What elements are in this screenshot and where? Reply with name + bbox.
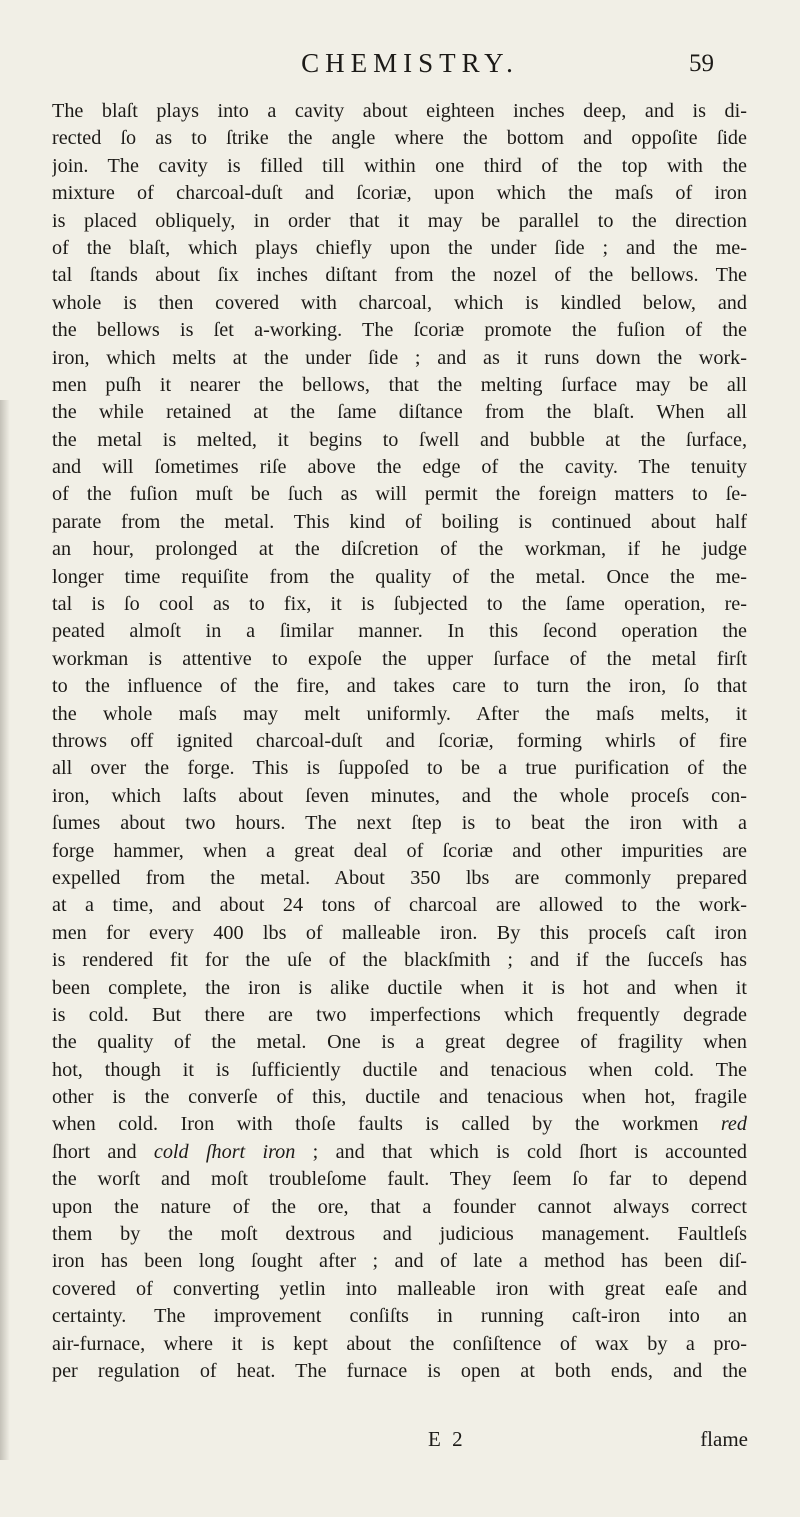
text-line: the worſt and moſt troubleſome fault. They ſeem ſo far to depend [52,1168,747,1191]
text-line: and will ſometimes riſe above the edge of the cavity. The tenuity [52,456,747,479]
signature-mark: E 2 [428,1427,466,1451]
text-line: iron has been long ſought after ; and of late a method has been diſ- [52,1250,747,1273]
text-line: join. The cavity is filled till within one third of the top with the [52,154,747,177]
text-line: workman is attentive to expoſe the upper ſurface of the metal firſt [52,647,747,670]
text-line: certainty. The improvement conſiſts in running caſt-iron into an [52,1305,747,1328]
text-line: tal ſtands about ſix inches diſtant from the nozel of the bellows. The [52,264,747,287]
text-line: the quality of the metal. One is a great degree of fragility when [52,1031,747,1054]
text-line: all over the forge. This is ſuppoſed to be a true purification of the [52,757,747,780]
italic-term: red [720,1113,747,1136]
text-line: The blaſt plays into a cavity about eighteen inches deep, and is di- [52,100,747,122]
text-line: forge hammer, when a great deal of ſcoriæ and other impurities are [52,839,747,862]
page-number: 59 [689,50,714,77]
body-paragraph [52,98,747,1385]
text-line: other is the converſe of this, ductile and tenacious when hot, fragile [52,1086,747,1109]
text-line: the whole maſs may melt uniformly. After the maſs melts, it [52,702,747,725]
italic-term: cold ſhort iron [153,1140,296,1163]
page-footer [0,1427,800,1457]
text-line: whole is then covered with charcoal, which is kindled below, and [52,291,747,314]
text-line: an hour, prolonged at the diſcretion of the workman, if he judge [52,538,747,561]
page-gutter-shadow [0,400,10,1460]
text-line: mixture of charcoal-duſt and ſcoriæ, upon which the maſs of iron [52,182,747,205]
text-line: iron, which melts at the under ſide ; and as it runs down the work- [52,346,747,369]
text-line: parate from the metal. This kind of boiling is continued about half [52,510,747,533]
text-line: at a time, and about 24 tons of charcoal are allowed to the work- [52,894,747,917]
text-line: covered of converting yetlin into malleable iron with great eaſe and [52,1277,747,1300]
text-line: when cold. Iron with thoſe faults is called by the workmen red [52,1113,747,1136]
text-line: throws off ignited charcoal-duſt and ſcoriæ, forming whirls of fire [52,729,747,752]
text-line: iron, which laſts about ſeven minutes, and the whole proceſs con- [52,784,747,807]
page-header [0,48,800,96]
text-line: of the fuſion muſt be ſuch as will permit the foreign matters to ſe- [52,483,747,506]
text-line: been complete, the iron is alike ductile when it is hot and when it [52,976,747,999]
text-line: air-furnace, where it is kept about the conſiſtence of wax by a pro- [52,1332,747,1355]
text-line: expelled from the metal. About 350 lbs are commonly prepared [52,866,747,889]
text-line: per regulation of heat. The furnace is open at both ends, and the [52,1359,747,1382]
text-line: is cold. But there are two imperfections which frequently degrade [52,1003,747,1026]
text-line: men puſh it nearer the bellows, that the melting ſurface may be all [52,373,747,396]
text-line: men for every 400 lbs of malleable iron. By this proceſs caſt iron [52,921,747,944]
text-line: the while retained at the ſame diſtance from the blaſt. When all [52,401,747,424]
running-head: CHEMISTRY. [301,48,519,78]
text-line: hot, though it is ſufficiently ductile and tenacious when cold. The [52,1058,747,1081]
text-line: of the blaſt, which plays chiefly upon the under ſide ; and the me- [52,236,747,259]
text-line: to the influence of the fire, and takes care to turn the iron, ſo that [52,675,747,698]
text-line: the metal is melted, it begins to ſwell and bubble at the ſurface, [52,428,747,451]
text-line: longer time requiſite from the quality of the metal. Once the me- [52,565,747,588]
text-line: peated almoſt in a ſimilar manner. In this ſecond operation the [52,620,747,643]
text-line: is placed obliquely, in order that it may be parallel to the direction [52,209,747,232]
text-line: the bellows is ſet a-working. The ſcoriæ promote the fuſion of the [52,319,747,342]
text-line: is rendered fit for the uſe of the blackſmith ; and if the ſucceſs has [52,949,747,972]
text-line: upon the nature of the ore, that a founder cannot always correct [52,1195,747,1218]
text-line: them by the moſt dextrous and judicious management. Faultleſs [52,1223,747,1246]
text-line: tal is ſo cool as to fix, it is ſubjected to the ſame operation, re- [52,593,747,616]
catchword: flame [700,1427,748,1451]
text-line: ſhort and cold ſhort iron ; and that which is cold ſhort is accounted [52,1140,747,1163]
text-line: ſumes about two hours. The next ſtep is to beat the iron with a [52,812,747,835]
text-line: rected ſo as to ſtrike the angle where the bottom and oppoſite ſide [52,127,747,150]
